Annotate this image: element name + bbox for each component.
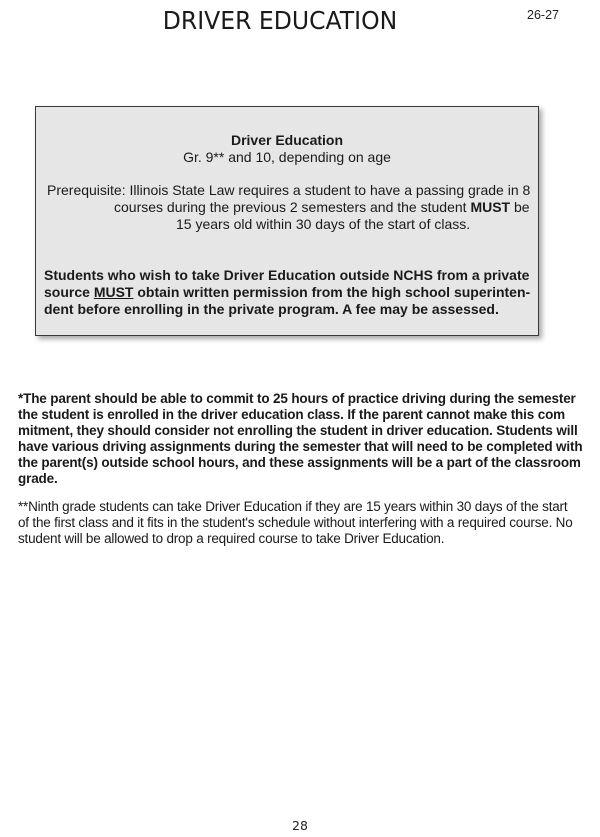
footnote-line: **Ninth grade students can take Driver Education if they are 15 years within 30 days of the start — [18, 499, 568, 514]
footnote-line: the student is enrolled in the driver education class. If the parent cannot make this com — [18, 407, 566, 422]
prerequisite-text — [36, 182, 538, 233]
notice-line — [44, 284, 536, 301]
page-title: DRIVER EDUCATION — [162, 6, 398, 35]
notice-line2-post: obtain written permission from the high school superinten- — [133, 284, 531, 300]
footnote-parent-commitment — [18, 391, 583, 487]
prerequisite-line2-pre: courses during the previous 2 semesters and the student — [114, 199, 471, 215]
course-info-box — [35, 106, 539, 336]
course-grades: Gr. 9** and 10, depending on age — [183, 149, 391, 165]
prerequisite-line — [36, 182, 538, 199]
footnote-line: *The parent should be able to commit to 25 hours of practice driving during the semester — [18, 391, 576, 406]
prerequisite-line3: 15 years old within 30 days of the start of class. — [176, 216, 471, 232]
footnote-line: of the first class and it fits in the student's schedule without interfering with a required course. No — [18, 515, 573, 530]
notice-line1: Students who wish to take Driver Education outside NCHS from a private — [44, 267, 530, 283]
notice-line2-pre: source — [44, 284, 94, 300]
year-label: 26-27 — [527, 8, 559, 22]
footnote-line: the parent(s) outside school hours, and these assignments will be a part of the classroom — [18, 455, 581, 470]
private-notice — [44, 267, 536, 318]
course-title: Driver Education — [230, 132, 344, 148]
footnote-line: mitment, they should consider not enrolling the student in driver education. Students will — [18, 423, 578, 438]
prerequisite-line2-post: be — [510, 199, 530, 215]
prerequisite-label: Prerequisite — [47, 182, 122, 198]
footnote-line: have various driving assignments during the semester that will need to be completed with — [18, 439, 583, 454]
prerequisite-line1: : Illinois State Law requires a student to have a passing grade in 8 — [121, 182, 531, 198]
notice-must: MUST — [93, 284, 134, 300]
prerequisite-line — [36, 199, 538, 216]
footnote-line: student will be allowed to drop a required course to take Driver Education. — [18, 531, 445, 546]
footnote-ninth-grade — [18, 499, 578, 547]
prerequisite-must: MUST — [470, 199, 511, 215]
page-number: 28 — [292, 818, 308, 833]
footnote-line: grade. — [18, 471, 58, 486]
notice-line3: dent before enrolling in the private program. A fee may be assessed. — [44, 301, 499, 317]
